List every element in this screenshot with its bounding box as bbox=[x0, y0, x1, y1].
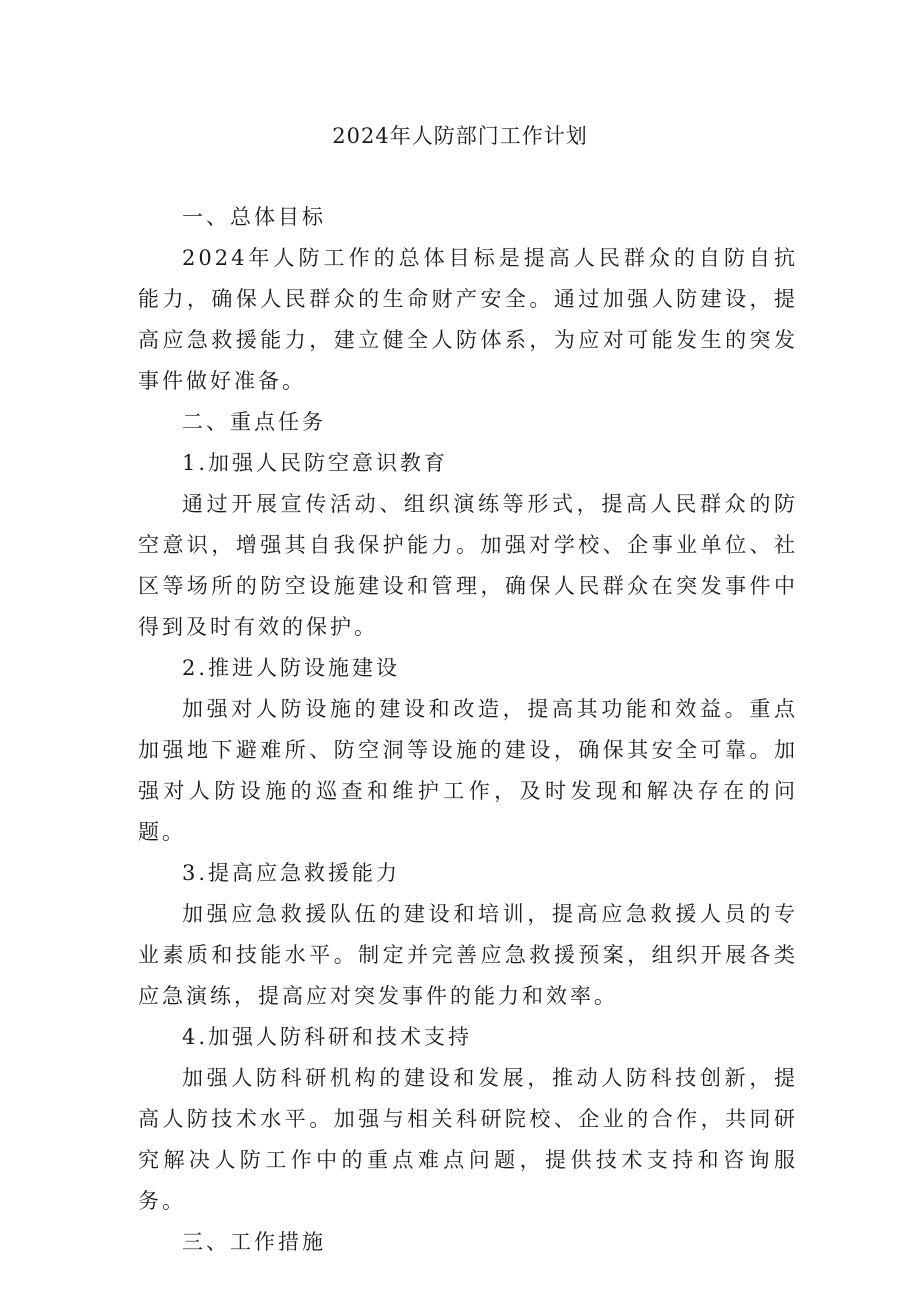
subheading-task-2: 2.推进人防设施建设 bbox=[182, 656, 401, 680]
section-heading-work-measures: 三、工作措施 bbox=[182, 1230, 326, 1254]
subheading-task-4: 4.加强人防科研和技术支持 bbox=[182, 1025, 473, 1049]
document-body bbox=[138, 197, 798, 1263]
subheading-task-3: 3.提高应急救援能力 bbox=[182, 861, 401, 885]
subheading-task-1: 1.加强人民防空意识教育 bbox=[182, 451, 449, 475]
section-heading-key-tasks: 二、重点任务 bbox=[182, 410, 326, 434]
body-paragraph: 加强应急救援队伍的建设和培训，提高应急救援人员的专业素质和技能水平。制定并完善应急救援预案，组织开展各类应急演练，提高应对突发事件的能力和效率。 bbox=[138, 902, 798, 1008]
body-paragraph: 2024年人防工作的总体目标是提高人民群众的自防自抗能力，确保人民群众的生命财产安全。通过加强人防建设，提高应急救援能力，建立健全人防体系，为应对可能发生的突发事件做好准备。 bbox=[138, 246, 798, 393]
section-heading-overall-goal: 一、总体目标 bbox=[182, 205, 326, 229]
body-paragraph: 通过开展宣传活动、组织演练等形式，提高人民群众的防空意识，增强其自我保护能力。加强对学校、企事业单位、社区等场所的防空设施建设和管理，确保人民群众在突发事件中得到及时有效的保护。 bbox=[138, 492, 798, 639]
body-paragraph: 加强对人防设施的建设和改造，提高其功能和效益。重点加强地下避难所、防空洞等设施的建设，确保其安全可靠。加强对人防设施的巡查和维护工作，及时发现和解决存在的问题。 bbox=[138, 697, 798, 844]
document-title: 2024年人防部门工作计划 bbox=[332, 124, 588, 148]
body-paragraph: 加强人防科研机构的建设和发展，推动人防科技创新，提高人防技术水平。加强与相关科研院校、企业的合作，共同研究解决人防工作中的重点难点问题，提供技术支持和咨询服务。 bbox=[138, 1066, 798, 1213]
